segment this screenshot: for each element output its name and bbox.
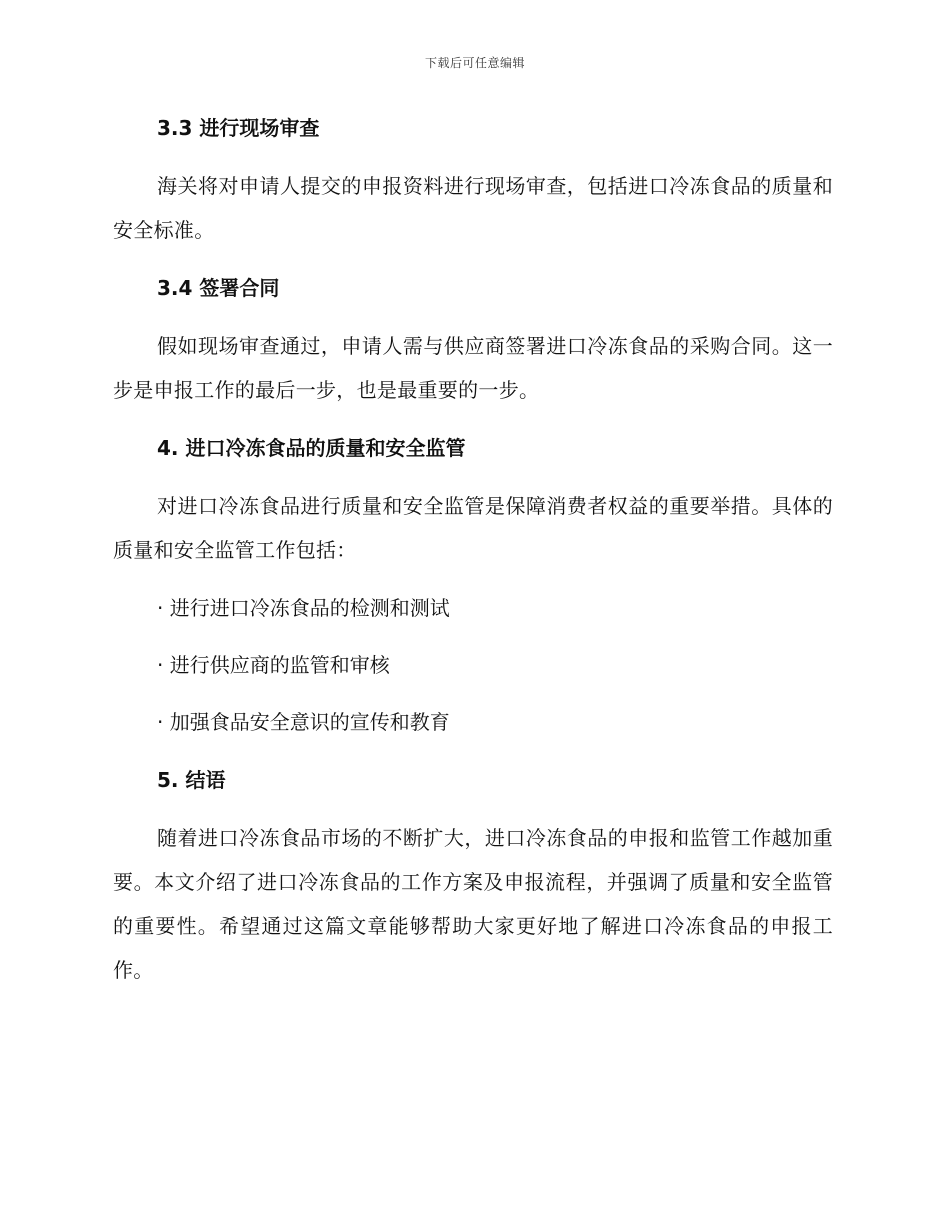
section-paragraph-3-3: 海关将对申请人提交的申报资料进行现场审查，包括进口冷冻食品的质量和安全标准。 [113, 174, 833, 242]
list-item: · 进行进口冷冻食品的检测和测试 [157, 596, 450, 620]
section-paragraph-4: 对进口冷冻食品进行质量和安全监管是保障消费者权益的重要举措。具体的质量和安全监管工作包括： [113, 494, 833, 562]
section-heading-3-3: 3.3 进行现场审查 [157, 116, 320, 140]
section-paragraph-3-4: 假如现场审查通过，申请人需与供应商签署进口冷冻食品的采购合同。这一步是申报工作的最后一步，也是最重要的一步。 [113, 334, 833, 402]
section-heading-3-4: 3.4 签署合同 [157, 276, 280, 300]
page-header-note: 下载后可任意编辑 [424, 56, 525, 70]
list-item: · 加强食品安全意识的宣传和教育 [157, 710, 450, 734]
section-heading-5: 5. 结语 [157, 768, 226, 792]
section-paragraph-5: 随着进口冷冻食品市场的不断扩大，进口冷冻食品的申报和监管工作越加重要。本文介绍了进口冷冻食品的工作方案及申报流程，并强调了质量和安全监管的重要性。希望通过这篇文章能够帮助大家更好地了解进口冷冻食品的申报工作。 [113, 826, 833, 982]
section-heading-4: 4. 进口冷冻食品的质量和安全监管 [157, 436, 466, 460]
list-item: · 进行供应商的监管和审核 [157, 653, 390, 677]
